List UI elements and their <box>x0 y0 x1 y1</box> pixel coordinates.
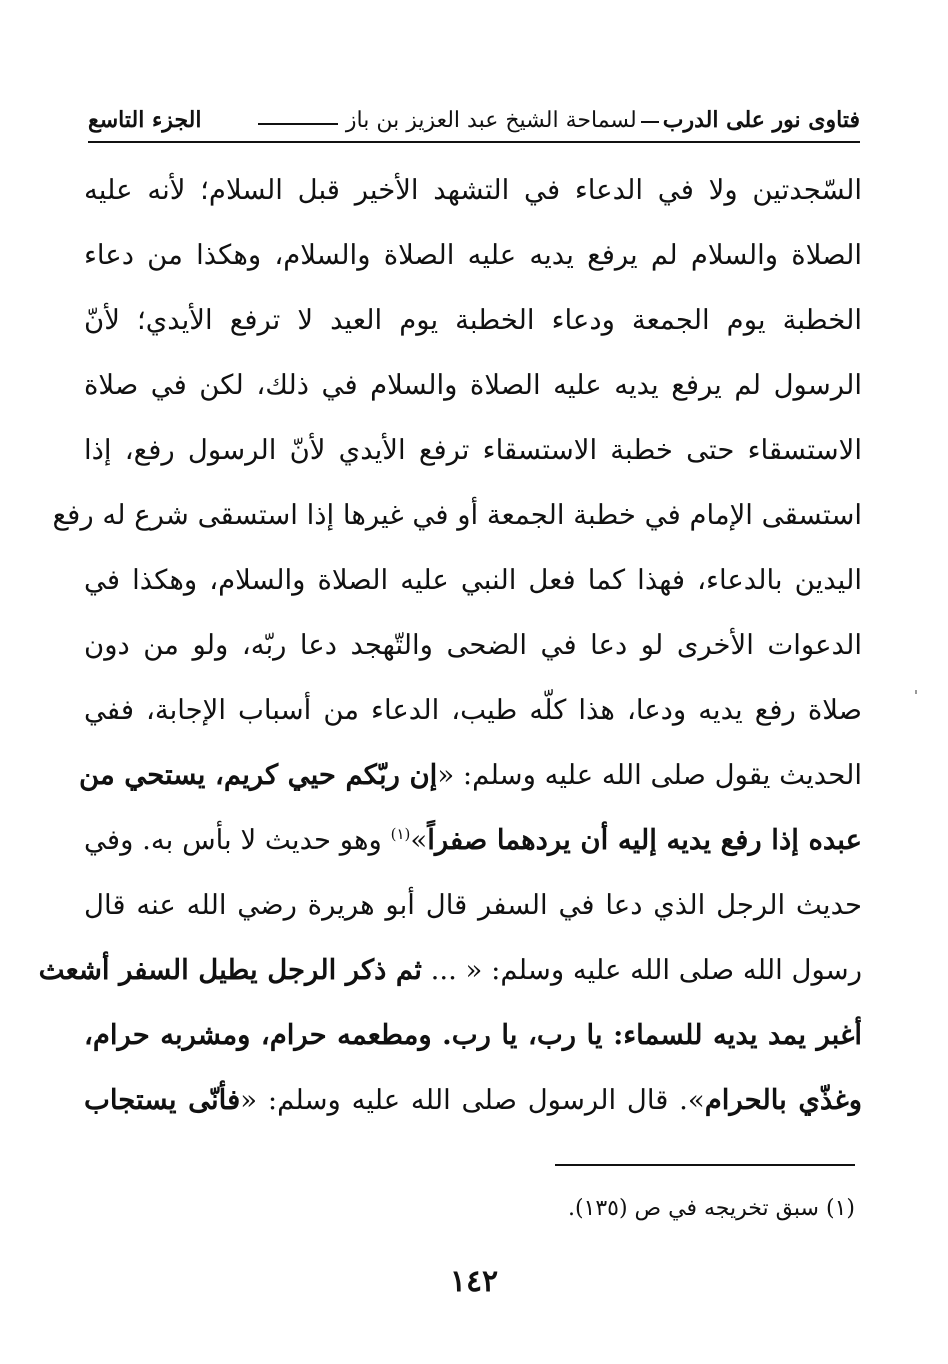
line-segment: الحديث يقول صلى الله عليه وسلم: « <box>437 759 862 791</box>
text-line <box>84 548 862 613</box>
line-segment: الرسول لم يرفع يديه عليه الصلاة والسلام في ذلك، لكن في صلاة <box>84 369 862 401</box>
text-line <box>84 418 862 483</box>
volume-label: الجزء التاسع <box>88 107 202 133</box>
text-line <box>84 1003 862 1068</box>
text-line <box>84 158 862 223</box>
line-segment: ». قال الرسول صلى الله عليه وسلم: « <box>240 1084 705 1116</box>
line-segment: الاستسقاء حتى خطبة الاستسقاء ترفع الأيدي لأنّ الرسول رفع، إذا <box>84 434 862 466</box>
footnote: (١) سبق تخريجه في ص (١٣٥). <box>567 1196 855 1221</box>
footnote-rule <box>555 1164 855 1166</box>
hadith-text: إن ربّكم حيي كريم، يستحي من <box>79 759 438 791</box>
text-line <box>84 613 862 678</box>
line-segment: الخطبة يوم الجمعة ودعاء الخطبة يوم العيد لا ترفع الأيدي؛ لأنّ <box>84 304 862 336</box>
line-segment: صلاة رفع يديه ودعا، هذا كلّه طيب، الدعاء من أسباب الإجابة، ففي <box>84 694 862 726</box>
text-line <box>84 678 862 743</box>
line-segment: حديث الرجل الذي دعا في السفر قال أبو هريرة رضي الله عنه قال <box>84 889 862 921</box>
body-text <box>38 158 862 1133</box>
header-separator-line <box>258 123 338 125</box>
line-segment: الصلاة والسلام لم يرفع يديه عليه الصلاة والسلام، وهكذا من دعاء <box>84 239 862 271</box>
text-line <box>84 223 862 288</box>
hadith-text: فأنّى يستجاب <box>84 1084 241 1116</box>
line-segment: الدعوات الأخرى لو دعا في الضحى والتّهجد دعا ربّه، ولو من دون <box>84 629 862 661</box>
header-title-group <box>250 107 860 133</box>
line-segment: استسقى الإمام في خطبة الجمعة أو في غيرها إذا استسقى شرع له رفع <box>52 499 862 531</box>
text-line <box>38 938 862 1003</box>
scan-mark <box>915 690 917 694</box>
author-name: لسماحة الشيخ عبد العزيز بن باز <box>345 107 637 133</box>
text-line <box>84 873 862 938</box>
text-line <box>79 743 862 808</box>
line-segment: اليدين بالدعاء، فهذا كما فعل النبي عليه الصلاة والسلام، وهكذا في <box>84 564 862 596</box>
line-segment: » <box>410 824 428 856</box>
hadith-text: ثم ذكر الرجل يطيل السفر أشعث <box>38 954 422 986</box>
header-dash <box>641 121 659 123</box>
running-header <box>88 100 860 140</box>
text-line <box>84 288 862 353</box>
line-segment: السّجدتين ولا في الدعاء في التشهد الأخير قبل السلام؛ لأنه عليه <box>84 174 862 206</box>
footnote-reference: (١) <box>390 824 411 843</box>
text-line <box>84 353 862 418</box>
hadith-text: أغبر يمد يديه للسماء: يا رب، يا رب. ومطعمه حرام، ومشربه حرام، <box>84 1019 862 1051</box>
page-number: ١٤٢ <box>449 1264 499 1299</box>
hadith-text: عبده إذا رفع يديه إليه أن يردهما صفراً <box>427 824 862 856</box>
text-line <box>52 483 862 548</box>
hadith-text: وغذّي بالحرام <box>704 1084 862 1116</box>
line-segment: وهو حديث لا بأس به. وفي <box>84 824 391 856</box>
book-title: فتاوى نور على الدرب <box>662 107 860 133</box>
line-segment: رسول الله صلى الله عليه وسلم: « ... <box>421 954 862 986</box>
text-line <box>84 1068 862 1133</box>
header-rule <box>88 141 860 143</box>
text-line <box>84 808 862 873</box>
